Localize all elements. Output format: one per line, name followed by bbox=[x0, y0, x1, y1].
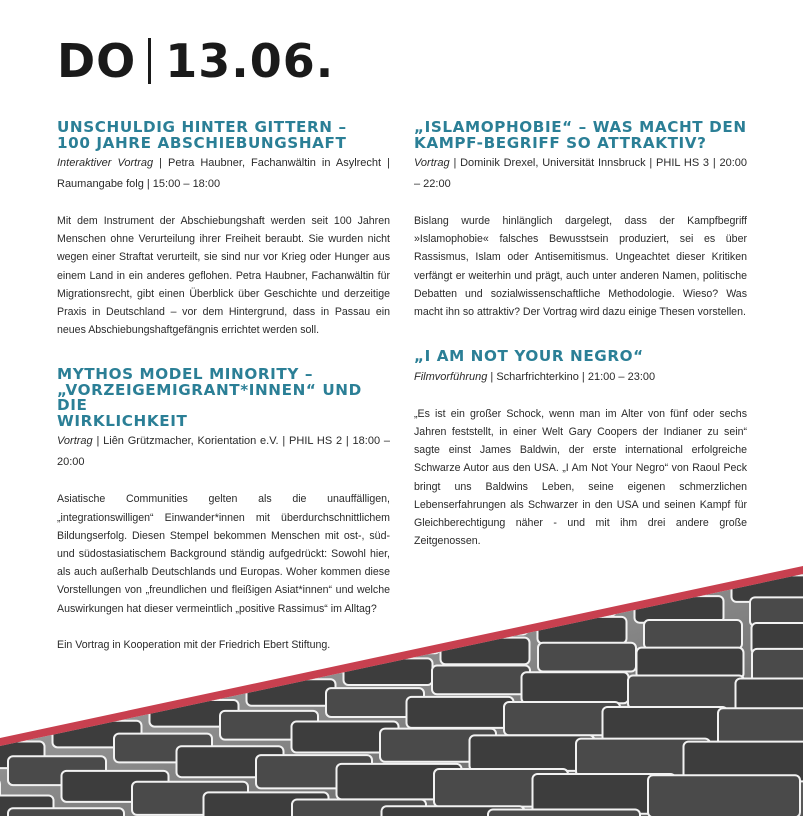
event-paragraph: Asiatische Communities gelten als die unauffälligen, „integrationswilligen“ Einwander*innen mit überdurchschnittlichem Bildungserfolg. Diesen Stempel bekommen Menschen mit ost-, süd- und südostasiatischem Background ständig aufgedrückt: Sowohl hier, als auch außerhalb Deutschlands und Europas. Woher kommen diese Vorstellungen von „freundlichen und fleißigen Asiat*innen“ und welche Auswirkungen hat dieser vermeintlich „positive Rassimus“ im Alltag? bbox=[57, 493, 390, 615]
event-title-line: KAMPF-BEGRIFF SO ATTRAKTIV? bbox=[414, 133, 707, 152]
event-paragraph: Mit dem Instrument der Abschiebungshaft werden seit 100 Jahren Menschen ohne Verurteilung ihrer Freiheit beraubt. Sie wurden nicht wegen einer Straftat verurteilt, sie sind nur vor Krieg oder Hunger aus einem Land in ein anderes geflohen. Petra Haubner, Fachanwältin für Migrationsrecht, gibt einen Überblick über Geschichte und derzeitige Praxis in Deutschland – vor dem Hintergrund, dass in Passau ein neues Abschiebungshaftgefängnis errichtet werden soll. bbox=[57, 215, 390, 337]
event-title-line: 100 JAHRE ABSCHIEBUNGSHAFT bbox=[57, 133, 347, 152]
seat bbox=[488, 809, 640, 816]
seat bbox=[407, 697, 514, 728]
event-title-line: WIRKLICHKEIT bbox=[57, 411, 188, 430]
event-title-line: „I AM NOT YOUR NEGRO“ bbox=[414, 347, 644, 366]
seat bbox=[432, 665, 530, 694]
seat bbox=[628, 675, 744, 708]
seat bbox=[0, 688, 36, 710]
seat bbox=[123, 654, 194, 676]
seat bbox=[360, 603, 431, 625]
seat bbox=[708, 502, 770, 522]
seat bbox=[648, 775, 800, 816]
seat bbox=[428, 562, 490, 582]
event-paragraph: Ein Vortrag in Kooperation mit der Friedrich Ebert Stiftung. bbox=[57, 638, 331, 651]
seat bbox=[358, 577, 420, 597]
seat bbox=[637, 648, 744, 679]
seat bbox=[288, 592, 350, 612]
seat bbox=[638, 517, 700, 537]
seat bbox=[78, 637, 140, 657]
event-details: | Liên Grützmacher, Korientation e.V. | PHIL HS 2 | 18:00 – 20:00 bbox=[57, 435, 390, 469]
seat bbox=[8, 652, 70, 672]
seat bbox=[718, 708, 803, 746]
event-type: Vortrag bbox=[414, 157, 450, 169]
event-type: Filmvorführung bbox=[414, 370, 488, 383]
event-title-line: UNSCHULDIG HINTER GITTERN – bbox=[57, 118, 347, 136]
seat bbox=[44, 671, 115, 693]
event-details: | Dominik Drexel, Universität Innsbruck | PHIL HS 3 | 20:00 – 22:00 bbox=[414, 157, 747, 190]
event-details: | Petra Haubner, Fachanwältin in Asylrecht | Raumangabe folg | 15:00 – 18:00 bbox=[57, 157, 390, 190]
seat bbox=[8, 808, 124, 816]
event-title-line: „ISLAMOPHOBIE“ – WAS MACHT DEN bbox=[414, 118, 747, 136]
seat bbox=[752, 649, 803, 682]
event-details: | Scharfrichterkino | 21:00 – 23:00 bbox=[487, 370, 656, 383]
seat bbox=[439, 586, 510, 608]
date-label: 13.06. bbox=[165, 34, 335, 88]
seat bbox=[202, 637, 273, 659]
seat bbox=[498, 547, 560, 567]
seat bbox=[538, 643, 636, 672]
day-label: DO bbox=[57, 34, 137, 88]
event-title-line: „VORZEIGEMIGRANT*INNEN“ UND DIE bbox=[57, 380, 362, 415]
seat bbox=[148, 622, 210, 642]
seat bbox=[568, 532, 630, 552]
seat bbox=[281, 620, 352, 642]
seat bbox=[676, 535, 747, 557]
seat bbox=[750, 597, 803, 626]
seat bbox=[218, 607, 280, 627]
event-type: Vortrag bbox=[57, 435, 93, 448]
seat bbox=[597, 552, 668, 574]
seat bbox=[518, 569, 589, 591]
seat bbox=[778, 487, 803, 507]
seat bbox=[755, 518, 803, 540]
seat bbox=[644, 620, 742, 649]
event-type: Interaktiver Vortrag bbox=[57, 157, 154, 169]
event-paragraph: Bislang wurde hinlänglich dargelegt, dass der Kampfbegriff »Islamophobie« falsches Bewusstsein produziert, sei es über Rassismus, Islam oder Antisemitismus. Ungeachtet dieser Kritiken verfängt er weiterhin und prägt, auch unter anderen Namen, politische Debatten und sozialwissenschaftliche Methodologie. Wieso? Was macht ihn so attraktiv? Der Vortrag wird dazu einige Thesen vorstellen. bbox=[414, 215, 747, 319]
event-title-line: MYTHOS MODEL MINORITY – bbox=[57, 365, 314, 384]
event-paragraph: „Es ist ein großer Schock, wenn man im Alter von fünf oder sechs Jahren feststellt, in einer Welt Gary Coopers der Indianer zu sein“ sagte einst James Baldwin, der erste international erfolgreiche Schwarze Autor aus den USA. „I Am Not Your Negro“ von Raoul Peck bringt uns Baldwins Leben, seine eigenen schmerzlichen Lebenserfahrungen als Schwarzer in den USA und seinen Kampf für Gleichberechtigung näher - und mit ihm drei andere große Zeitgenossen. bbox=[414, 407, 747, 548]
seat bbox=[603, 707, 728, 742]
seat bbox=[522, 672, 629, 703]
